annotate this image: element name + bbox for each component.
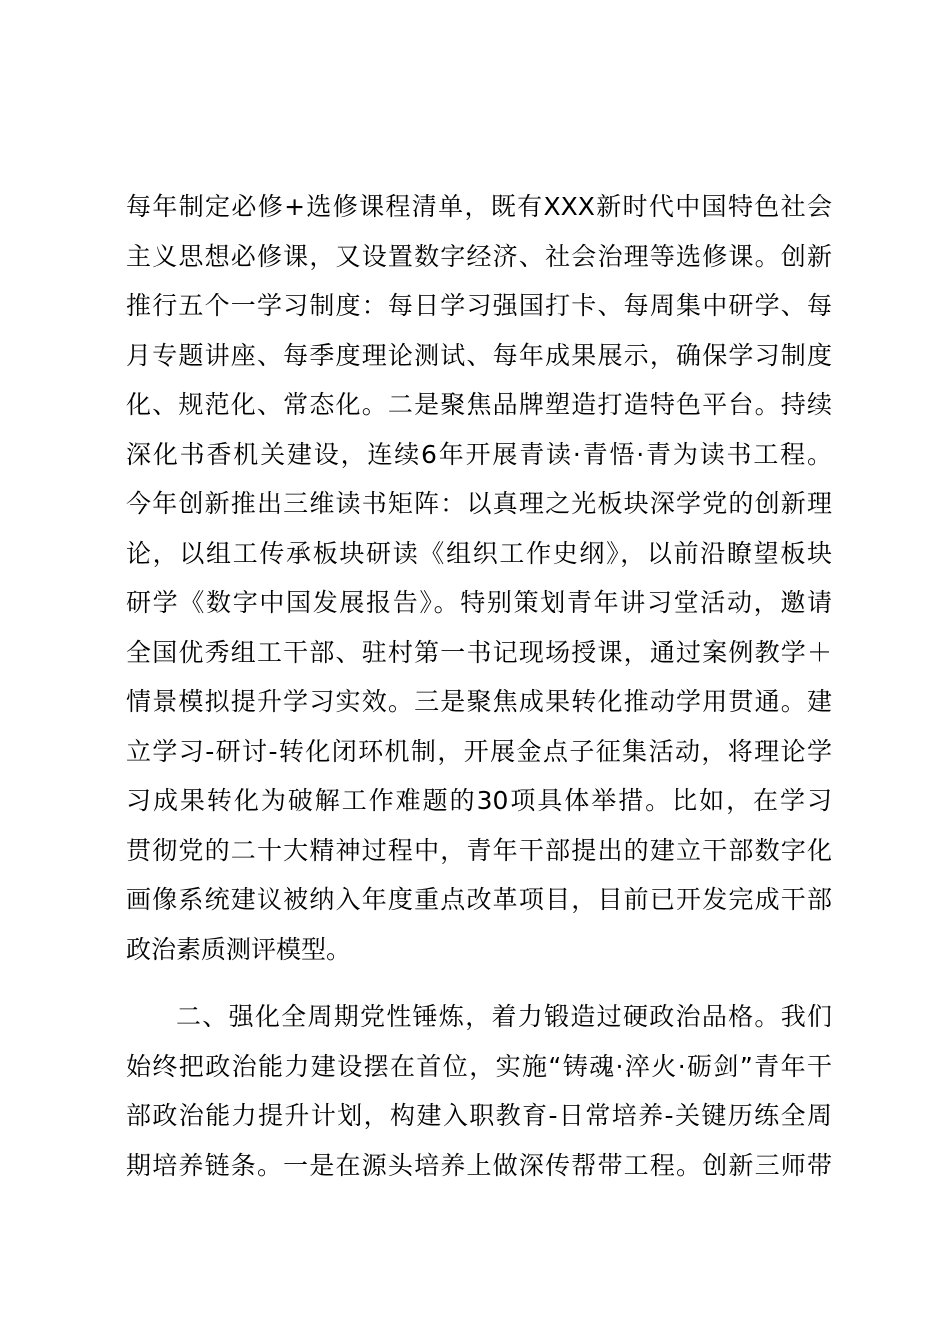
text-line: 论，以组工传承板块研读《组织工作史纲》，以前沿瞭望板块 — [126, 538, 832, 568]
text-line: 部政治能力提升计划，构建入职教育-日常培养-关键历练全周 — [126, 1101, 832, 1130]
text-line: 贯彻党的二十大精神过程中，青年干部提出的建立干部数字化 — [126, 835, 832, 865]
text-line: 深化书香机关建设，连续6年开展青读·青悟·青为读书工程。 — [126, 439, 832, 469]
text-line: 化、规范化、常态化。二是聚焦品牌塑造打造特色平台。持续 — [126, 390, 832, 419]
text-line: 月专题讲座、每季度理论测试、每年成果展示，确保学习制度 — [126, 340, 832, 370]
text-line: 始终把政治能力建设摆在首位，实施“铸魂·淬火·砺剑”青年干 — [126, 1051, 832, 1081]
text-line: 期培养链条。一是在源头培养上做深传帮带工程。创新三师带 — [126, 1150, 832, 1180]
text-line: 二、强化全周期党性锤炼，着力锻造过硬政治品格。我们 — [176, 1002, 832, 1031]
text-line: 每年制定必修+选修课程清单，既有XXX新时代中国特色社会 — [126, 192, 832, 221]
text-line: 全国优秀组工干部、驻村第一书记现场授课，通过案例教学＋ — [126, 637, 832, 667]
paragraph-spacer — [126, 974, 832, 992]
document-body — [126, 182, 832, 1190]
text-line: 习成果转化为破解工作难题的30项具体举措。比如，在学习 — [126, 786, 832, 815]
paragraph-1 — [126, 182, 832, 974]
text-line: 研学《数字中国发展报告》。特别策划青年讲习堂活动，邀请 — [126, 588, 832, 617]
text-line: 政治素质测评模型。 — [126, 934, 352, 964]
paragraph-2 — [126, 992, 832, 1190]
text-line: 推行五个一学习制度：每日学习强国打卡、每周集中研学、每 — [126, 291, 832, 320]
text-line: 立学习-研讨-转化闭环机制，开展金点子征集活动，将理论学 — [126, 736, 832, 766]
text-line: 画像系统建议被纳入年度重点改革项目，目前已开发完成干部 — [126, 885, 832, 914]
text-line: 情景模拟提升学习实效。三是聚焦成果转化推动学用贯通。建 — [126, 687, 832, 716]
text-line: 今年创新推出三维读书矩阵：以真理之光板块深学党的创新理 — [126, 489, 832, 518]
text-line: 主义思想必修课，又设置数字经济、社会治理等选修课。创新 — [126, 241, 832, 271]
